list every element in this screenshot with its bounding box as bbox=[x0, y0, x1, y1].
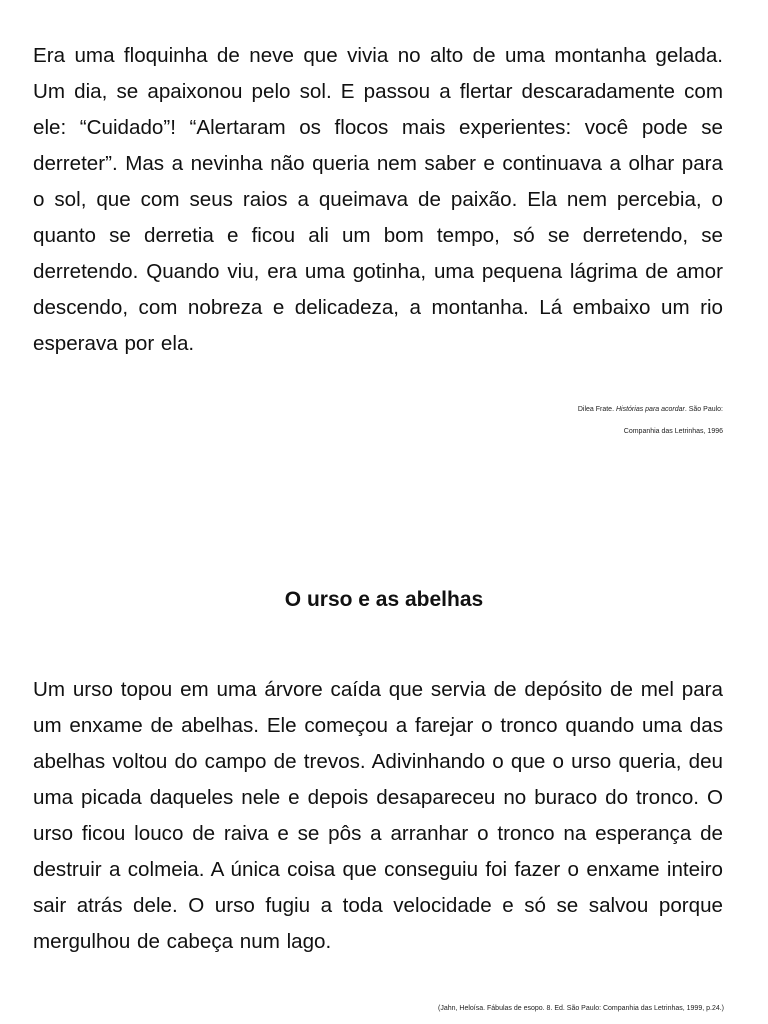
citation-book-title: Histórias para acordar bbox=[615, 406, 685, 413]
citation-floquinha-publisher: Companhia das Letrinhas, 1996 bbox=[623, 428, 723, 435]
citation-urso: (Jahn, Heloísa. Fábulas de esopo. 8. Ed. São Paulo: Companhia das Letrinhas, 1999, p.24.) bbox=[437, 1005, 724, 1012]
story-floquinha-paragraph: Era uma floquinha de neve que vivia no alto de uma montanha gelada. Um dia, se apaixonou pelo sol. E passou a flertar descaradamente com ele: “Cuidado”! “Alertaram os flocos mais experientes: você pode se derreter”. Mas a nevinha não queria nem saber e continuava a olhar para o sol, que com seus raios a queimava de paixão. Ela nem percebia, o quanto se derretia e ficou ali um bom tempo, só se derretendo, se derretendo. Quando viu, era uma gotinha, uma pequena lágrima de amor descendo, com nobreza e delicadeza, a montanha. Lá embaixo um rio esperava por ela. bbox=[33, 44, 723, 355]
citation-author: Dilea Frate. bbox=[577, 406, 615, 413]
citation-floquinha-line1 bbox=[578, 405, 723, 415]
story-urso-paragraph: Um urso topou em uma árvore caída que servia de depósito de mel para um enxame de abelhas. Ele começou a farejar o tronco quando uma das abelhas voltou do campo de trevos. Adivinhando o que o urso queria, deu uma picada daqueles nele e depois desapareceu no buraco do tronco. O urso ficou louco de raiva e se pôs a arranhar o tronco na esperança de destruir a colmeia. A única coisa que conseguiu foi fazer o enxame inteiro sair atrás dele. O urso fugiu a toda velocidade e só se salvou porque mergulhou de cabeça num lago. bbox=[33, 678, 723, 953]
story-urso-title: O urso e as abelhas bbox=[284, 588, 484, 611]
citation-place: . São Paulo: bbox=[684, 406, 723, 413]
